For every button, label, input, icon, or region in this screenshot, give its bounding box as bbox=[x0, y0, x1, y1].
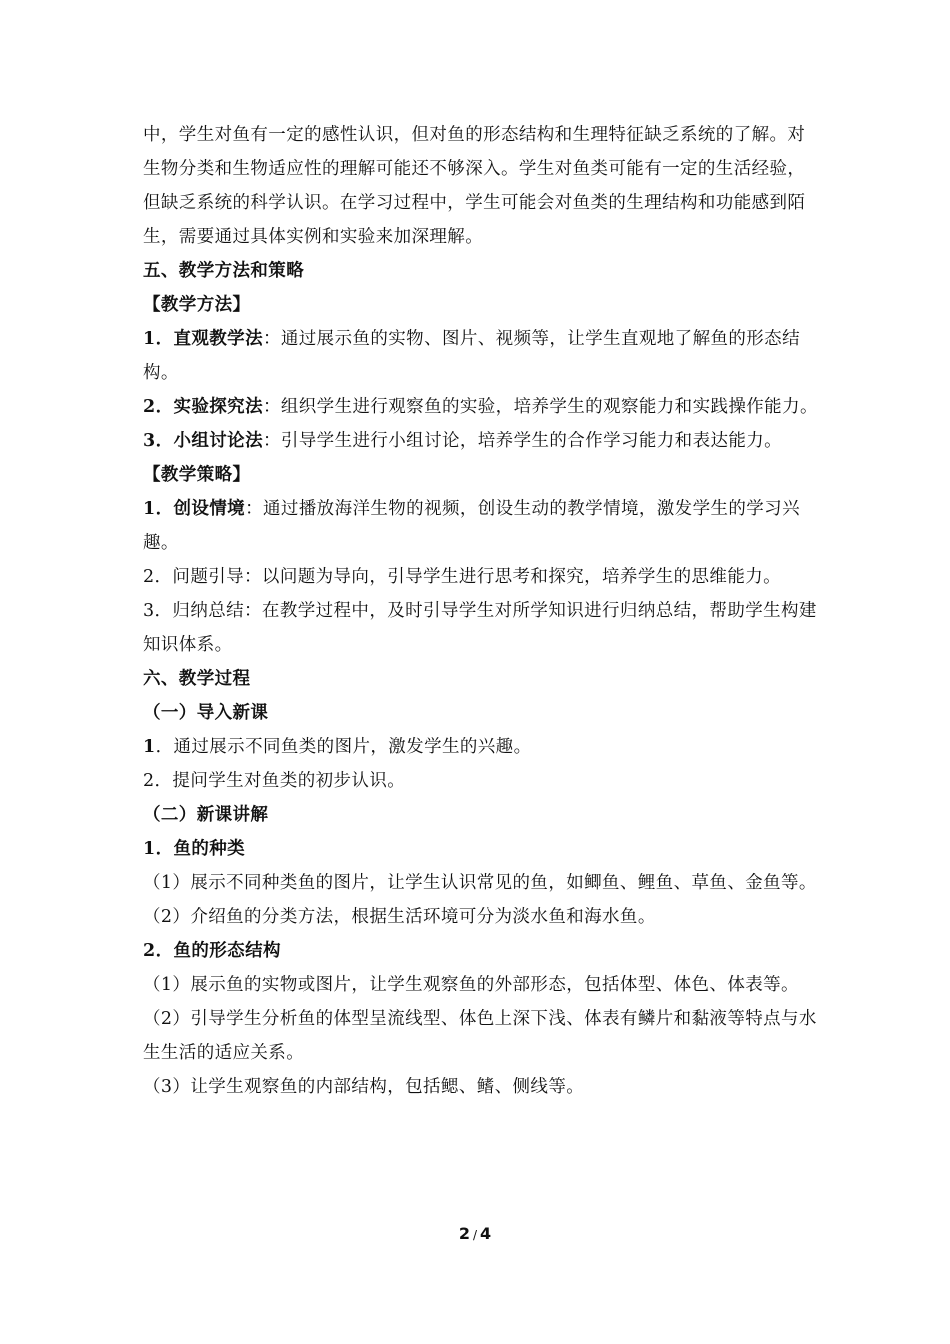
part1-item: 2．提问学生对鱼类的初步认识。 bbox=[143, 771, 406, 791]
method-label: 2．实验探究法 bbox=[143, 397, 263, 417]
method-label: 3．小组讨论法 bbox=[143, 431, 263, 451]
method-item bbox=[143, 424, 818, 458]
methods-heading: 【教学方法】 bbox=[143, 295, 251, 315]
method-text: ：组织学生进行观察鱼的实验，培养学生的观察能力和实践操作能力。 bbox=[262, 397, 818, 417]
total-pages: 4 bbox=[480, 1224, 492, 1243]
current-page: 2 bbox=[458, 1224, 470, 1243]
sub1-item: （1）展示不同种类鱼的图片，让学生认识常见的鱼，如鲫鱼、鲤鱼、草鱼、金鱼等。 bbox=[143, 873, 817, 893]
part1-item-number: 1 bbox=[143, 737, 156, 757]
method-item bbox=[143, 322, 818, 390]
method-text: ：引导学生进行小组讨论，培养学生的合作学习能力和表达能力。 bbox=[262, 431, 783, 451]
page-number bbox=[0, 1224, 950, 1243]
part1-item bbox=[143, 730, 818, 764]
strategy-item: 3．归纳总结：在教学过程中，及时引导学生对所学知识进行归纳总结，帮助学生构建知识体系。 bbox=[143, 601, 817, 655]
sub2-item: （3）让学生观察鱼的内部结构，包括鳃、鳍、侧线等。 bbox=[143, 1077, 585, 1097]
section6-heading: 六、教学过程 bbox=[143, 669, 251, 689]
page-content bbox=[143, 118, 818, 1104]
strategies-heading: 【教学策略】 bbox=[143, 465, 251, 485]
strategy-label: 1．创设情境 bbox=[143, 499, 246, 519]
part2-heading: （二）新课讲解 bbox=[143, 805, 269, 825]
sub2-heading: 2．鱼的形态结构 bbox=[143, 941, 281, 961]
strategy-text: ：通过播放海洋生物的视频，创设生动的教学情境，激发学生的学习兴趣。 bbox=[143, 499, 800, 553]
part1-item-text: ．通过展示不同鱼类的图片，激发学生的兴趣。 bbox=[155, 737, 532, 757]
method-label: 1．直观教学法 bbox=[143, 329, 263, 349]
section5-heading: 五、教学方法和策略 bbox=[143, 261, 305, 281]
sub1-heading: 1．鱼的种类 bbox=[143, 839, 246, 859]
intro-paragraph: 中，学生对鱼有一定的感性认识，但对鱼的形态结构和生理特征缺乏系统的了解。对生物分类和生物适应性的理解可能还不够深入。学生对鱼类可能有一定的生活经验，但缺乏系统的科学认识。在学习过程中，学生可能会对鱼类的生理结构和功能感到陌生，需要通过具体实例和实验来加深理解。 bbox=[143, 125, 806, 247]
sub2-item: （1）展示鱼的实物或图片，让学生观察鱼的外部形态，包括体型、体色、体表等。 bbox=[143, 975, 799, 995]
strategy-item: 2．问题引导：以问题为导向，引导学生进行思考和探究，培养学生的思维能力。 bbox=[143, 567, 782, 587]
sub1-item: （2）介绍鱼的分类方法，根据生活环境可分为淡水鱼和海水鱼。 bbox=[143, 907, 656, 927]
strategy-item bbox=[143, 492, 818, 560]
part1-heading: （一）导入新课 bbox=[143, 703, 269, 723]
method-text: ：通过展示鱼的实物、图片、视频等，让学生直观地了解鱼的形态结构。 bbox=[143, 329, 800, 383]
method-item bbox=[143, 390, 818, 424]
sub2-item: （2）引导学生分析鱼的体型呈流线型、体色上深下浅、体表有鳞片和黏液等特点与水生生活的适应关系。 bbox=[143, 1009, 817, 1063]
page-separator: / bbox=[472, 1228, 478, 1242]
